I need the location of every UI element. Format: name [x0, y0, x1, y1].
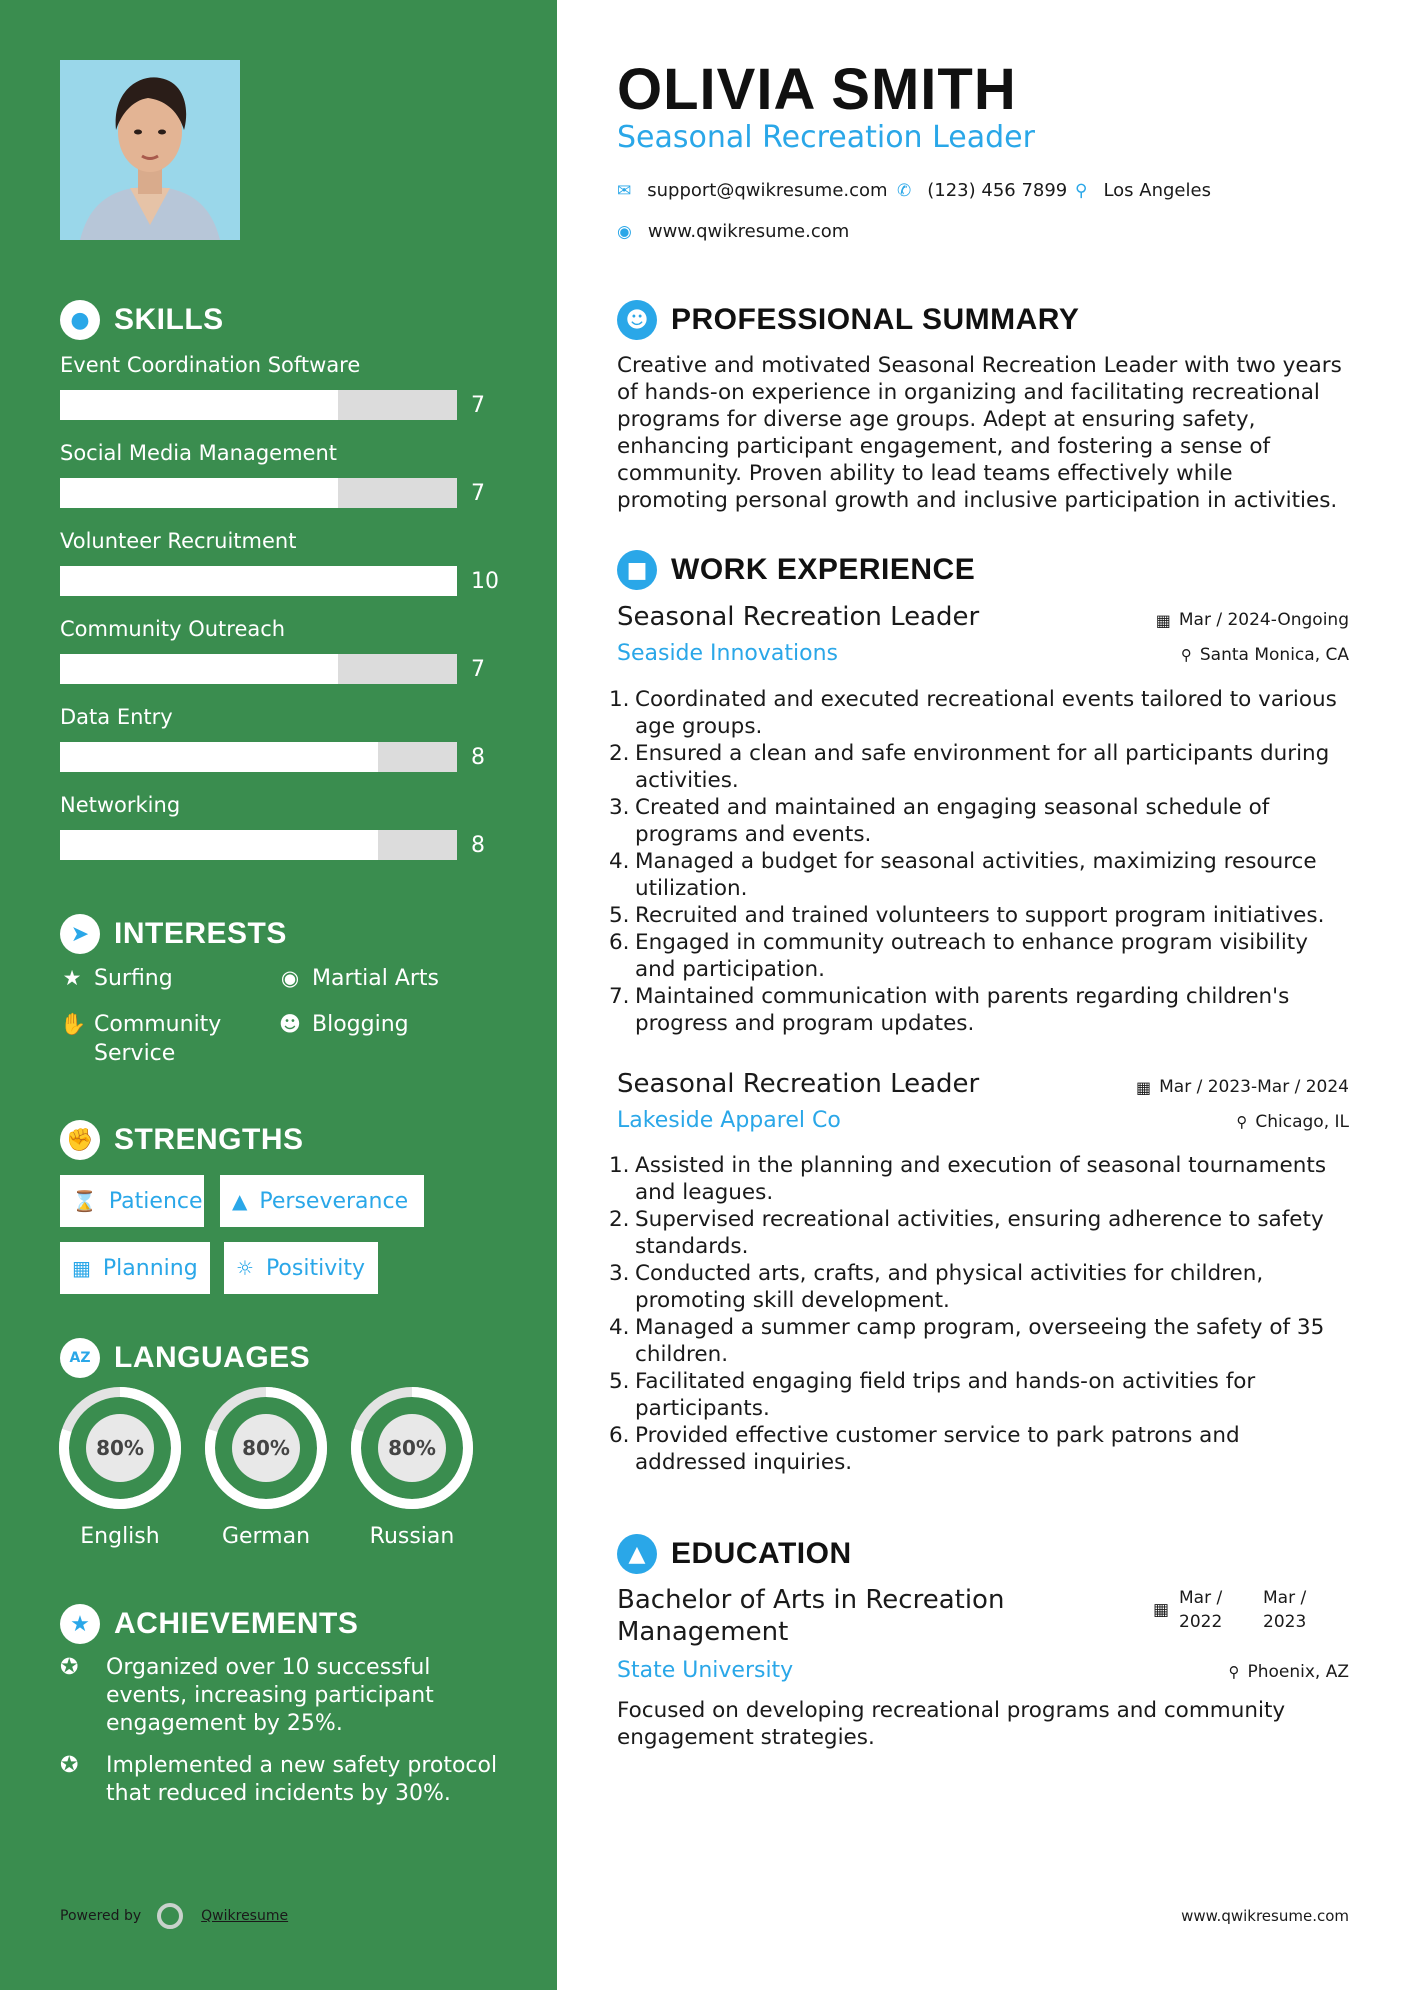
skill-name: Networking — [60, 793, 181, 817]
interest-item: ★ Surfing — [60, 964, 173, 993]
skill-name: Community Outreach — [60, 617, 286, 641]
skills-heading: ● SKILLS — [60, 300, 530, 340]
footer-website[interactable]: www.qwikresume.com — [1181, 1907, 1349, 1925]
qwikresume-logo-icon — [157, 1903, 183, 1929]
skills-section — [60, 300, 530, 340]
language-item — [350, 1386, 474, 1549]
skill-bar-fill — [60, 830, 378, 860]
interests-heading: ➤ INTERESTS — [60, 914, 530, 954]
list-item: 5. Recruited and trained volunteers to support program initiatives. — [609, 903, 1325, 928]
list-item: 4. Managed a summer camp program, overseeing the safety of 35 children. — [609, 1315, 1325, 1367]
skill-value: 7 — [471, 480, 485, 506]
language-ring — [58, 1386, 182, 1510]
strengths-heading: ✊ STRENGTHS — [60, 1120, 530, 1160]
skill-item — [60, 614, 530, 684]
interest-item: ☻ Blogging — [279, 1012, 409, 1037]
paper-plane-icon: ➤ — [60, 914, 100, 954]
contact-website[interactable]: ◉ www.qwikresume.com — [617, 221, 850, 242]
education-location: ⚲ Phoenix, AZ — [1228, 1662, 1349, 1682]
graduate-icon: ▲ — [617, 1534, 657, 1574]
degree-title: Bachelor of Arts in Recreation Management — [617, 1585, 1005, 1647]
skill-value: 7 — [471, 392, 485, 418]
award-star-icon: ★ — [60, 1604, 100, 1644]
job-date: ▦ Mar / 2024-Ongoing — [1155, 610, 1349, 630]
education-dates — [1153, 1586, 1315, 1634]
profile-photo — [60, 60, 240, 240]
skill-item — [60, 350, 530, 420]
user-icon: ☻ — [617, 300, 657, 340]
envelope-icon: ✉ — [617, 180, 632, 201]
skill-item — [60, 526, 530, 596]
language-item — [204, 1386, 328, 1549]
education-heading: ▲ EDUCATION — [617, 1534, 852, 1574]
skill-item — [60, 702, 530, 772]
star-icon: ★ — [62, 966, 82, 990]
list-item: 3. Created and maintained an engaging seasonal schedule of programs and events. — [609, 795, 1270, 847]
skill-bar-fill — [60, 390, 338, 420]
education-description: Focused on developing recreational programs and community engagement strategies. — [617, 1698, 1286, 1750]
list-item: 1. Coordinated and executed recreational events tailored to various age groups. — [609, 687, 1337, 739]
list-item: 1. Assisted in the planning and execution of seasonal tournaments and leagues. — [609, 1153, 1327, 1205]
skill-item — [60, 438, 530, 508]
group-icon: ☻ — [279, 1012, 301, 1036]
pushpin-icon: ⚲ — [1228, 1663, 1240, 1681]
road-icon: ▲ — [232, 1189, 248, 1213]
calendar-icon: ▦ — [1155, 610, 1171, 630]
strength-badge: ☼ Positivity — [224, 1242, 378, 1294]
skill-value: 8 — [471, 832, 485, 858]
achievement-item: ✪ Organized over 10 successful events, increasing participant engagement by 25%. — [60, 1655, 434, 1736]
school-name: State University — [617, 1658, 794, 1683]
language-name: Russian — [369, 1524, 455, 1549]
summary-text: Creative and motivated Seasonal Recreation Leader with two years of hands-on experience in organizing and facilitating recreational programs for diverse age groups. Adept at ensuring safety, enhancing participant engagement, and fostering a sense of community. Proven ability to lead teams effectively while promoting personal growth and inclusive participation in activities. — [617, 353, 1342, 513]
skill-value: 8 — [471, 744, 485, 770]
skill-value: 7 — [471, 656, 485, 682]
strength-badge: ⌛ Patience — [60, 1175, 204, 1227]
shooting-star-icon: ✪ — [60, 1655, 79, 1680]
hand-icon: ✋ — [60, 1012, 87, 1036]
job-company: Seaside Innovations — [617, 641, 838, 666]
languages-heading: AZ LANGUAGES — [60, 1338, 530, 1378]
skill-bar — [60, 830, 457, 860]
language-name: German — [221, 1524, 311, 1549]
skill-bar — [60, 478, 457, 508]
achievement-item: ✪ Implemented a new safety protocol that reduced incidents by 30%. — [60, 1753, 498, 1806]
skill-bar — [60, 654, 457, 684]
list-item: 5. Facilitated engaging field trips and hands-on activities for participants. — [609, 1369, 1256, 1421]
candidate-title: Seasonal Recreation Leader — [617, 120, 1035, 155]
job-date: ▦ Mar / 2023-Mar / 2024 — [1135, 1077, 1349, 1097]
job-title: Seasonal Recreation Leader — [617, 1069, 980, 1099]
skill-bar — [60, 390, 457, 420]
skill-bar-fill — [60, 478, 338, 508]
calendar-icon: ▦ — [1152, 1600, 1169, 1620]
shooting-star-icon: ✪ — [60, 1753, 79, 1778]
contact-email[interactable]: ✉ support@qwikresume.com — [617, 180, 888, 201]
contact-location: ⚲ Los Angeles — [1075, 180, 1211, 201]
skill-item — [60, 790, 530, 860]
job-bullets — [609, 686, 1349, 1037]
list-item: 6. Provided effective customer service to park patrons and addressed inquiries. — [609, 1423, 1240, 1475]
skill-value: 10 — [471, 568, 499, 594]
pushpin-icon: ⚲ — [1236, 1113, 1248, 1131]
strength-badge: ▲ Perseverance — [220, 1175, 424, 1227]
lightbulb-icon: ● — [60, 300, 100, 340]
languages-section — [60, 1338, 530, 1378]
list-item: 3. Conducted arts, crafts, and physical activities for children, promoting skill development. — [609, 1261, 1264, 1313]
globe-icon: ◉ — [617, 221, 632, 242]
calendar-icon: ▦ — [72, 1256, 91, 1280]
fist-icon: ✊ — [60, 1120, 100, 1160]
summary-heading: ☻ PROFESSIONAL SUMMARY — [617, 300, 1079, 340]
sidebar — [0, 0, 557, 1990]
language-ring — [204, 1386, 328, 1510]
language-percent: 80% — [96, 1436, 144, 1460]
job-bullets — [609, 1152, 1349, 1476]
language-item — [58, 1386, 182, 1549]
map-pin-icon: ⚲ — [1075, 180, 1088, 201]
skill-name: Volunteer Recruitment — [60, 529, 297, 553]
list-item: 2. Supervised recreational activities, ensuring adherence to safety standards. — [609, 1207, 1324, 1259]
achievements-heading: ★ ACHIEVEMENTS — [60, 1604, 530, 1644]
list-item: 4. Managed a budget for seasonal activities, maximizing resource utilization. — [609, 849, 1317, 901]
education-date-start: Mar / 2022 — [1179, 1588, 1223, 1632]
phone-icon: ✆ — [897, 180, 912, 201]
interests-section — [60, 914, 530, 954]
skill-name: Event Coordination Software — [60, 353, 361, 377]
list-item: 6. Engaged in community outreach to enhance program visibility and participation. — [609, 930, 1308, 982]
strengths-section — [60, 1120, 530, 1160]
strength-badge: ▦ Planning — [60, 1242, 210, 1294]
skill-name: Social Media Management — [60, 441, 338, 465]
hourglass-icon: ⌛ — [72, 1189, 97, 1213]
pushpin-icon: ⚲ — [1180, 646, 1192, 664]
education-date-end: Mar / 2023 — [1263, 1588, 1307, 1632]
skill-bar-fill — [60, 566, 457, 596]
experience-heading: ■ WORK EXPERIENCE — [617, 550, 975, 590]
presentation-icon: ■ — [617, 550, 657, 590]
language-percent: 80% — [388, 1436, 436, 1460]
skill-bar-fill — [60, 654, 338, 684]
skill-bar — [60, 742, 457, 772]
date-separator — [1247, 1586, 1257, 1634]
interest-item: ◉ Martial Arts — [278, 964, 439, 993]
candidate-name: OLIVIA SMITH — [617, 57, 1017, 122]
powered-by: Powered by Qwikresume — [60, 1903, 288, 1929]
skill-bar — [60, 566, 457, 596]
job-location: ⚲ Santa Monica, CA — [1180, 645, 1349, 665]
language-ring — [350, 1386, 474, 1510]
skill-name: Data Entry — [60, 705, 173, 729]
interest-item: ✋ Community Service — [60, 1012, 222, 1066]
language-percent: 80% — [242, 1436, 290, 1460]
list-item: 7. Maintained communication with parents regarding children's progress and program updates. — [609, 984, 1290, 1036]
language-name: English — [80, 1524, 160, 1549]
brand-link[interactable]: Qwikresume — [201, 1908, 289, 1924]
job-location: ⚲ Chicago, IL — [1236, 1112, 1349, 1132]
job-company: Lakeside Apparel Co — [617, 1108, 841, 1133]
contact-phone[interactable]: ✆ (123) 456 7899 — [897, 180, 1068, 201]
sun-icon: ☼ — [236, 1256, 254, 1280]
globe-icon: ◉ — [280, 966, 300, 990]
job-title: Seasonal Recreation Leader — [617, 602, 980, 632]
achievements-section — [60, 1604, 530, 1644]
skill-bar-fill — [60, 742, 378, 772]
translate-icon: AZ — [60, 1338, 100, 1378]
calendar-icon: ▦ — [1135, 1077, 1152, 1097]
list-item: 2. Ensured a clean and safe environment for all participants during activities. — [609, 741, 1330, 793]
